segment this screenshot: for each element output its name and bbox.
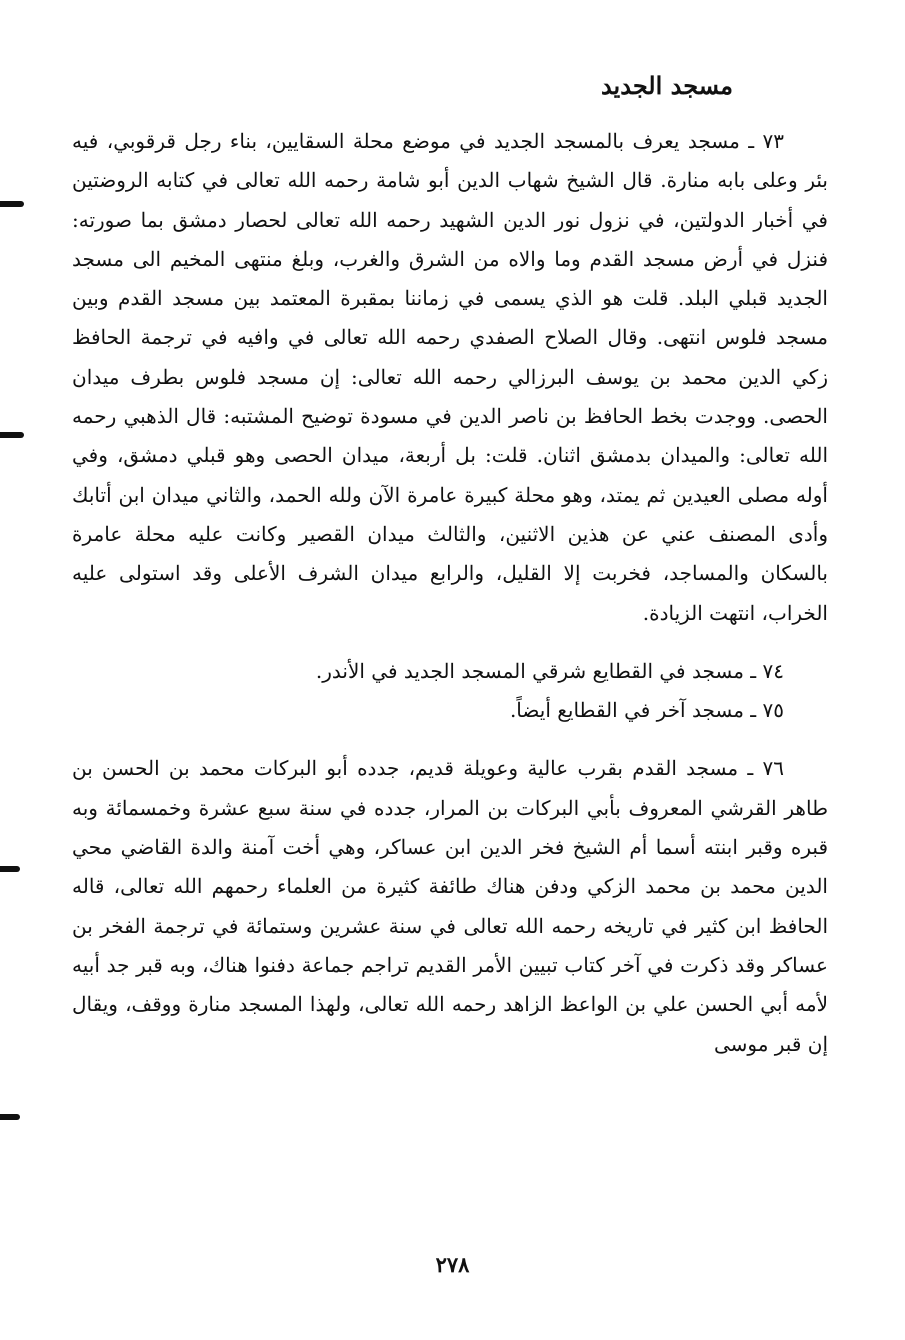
margin-mark: [0, 432, 24, 438]
margin-mark: [0, 866, 20, 872]
page-number: ٢٧٨: [435, 1252, 470, 1277]
paragraph-75: ٧٥ ـ مسجد آخر في القطايع أيضاً.: [509, 698, 784, 723]
paragraph-76: ٧٦ ـ مسجد القدم بقرب عالية وعويلة قديم، جدده أبو البركات محمد بن الحسن بن طاهر القرشي المعروف بأبي البركات بن المرار، جدده في سنة سبع عشرة وخمسمائة وبه قبره وقبر ابنته أسما أم الشيخ فخر الدين ابن عساكر، وهي أخت آمنة والدة القاضي محي الدين محمد بن محمد الزكي ودفن هناك طائفة كثيرة من العلماء رحمهم الله تعالى، قاله الحافظ ابن كثير في تاريخه رحمه الله تعالى في سنة عشرين وستمائة في ترجمة الفخر بن عساكر وقد ذكرت في آخر كتاب تبيين الأمر القديم تراجم جماعة دفنوا هناك، وبه قبر جد أبيه لأمه أبي الحسن علي بن الواعظ الزاهد رحمه الله تعالى، ولهذا المسجد منارة ووقف، ويقال إن قبر موسى: [72, 756, 829, 1056]
paragraph-spacer: [72, 730, 828, 749]
paragraph-74: ٧٤ ـ مسجد في القطايع شرقي المسجد الجديد في الأندر.: [315, 658, 784, 683]
margin-mark: [0, 201, 24, 207]
paragraph-73: ٧٣ ـ مسجد يعرف بالمسجد الجديد في موضع محلة السقايين، بناء رجل قرقوبي، فيه بئر وعلى بابه منارة. قال الشيخ شهاب الدين أبو شامة رحمه الله تعالى في كتابه الروضتين في أخبار الدولتين، في نزول نور الدين الشهيد رحمه الله تعالى لحصار دمشق بما صورته: فنزل في أرض مسجد القدم وما والاه من الشرق والغرب، وبلغ منتهى المخيم الى مسجد الجديد قبلي البلد. قلت هو الذي يسمى في زماننا بمقبرة المعتمد بين مسجد القدم وبين مسجد فلوس انتهى. وقال الصلاح الصفدي رحمه الله تعالى في وافيه في ترجمة الحافظ زكي الدين محمد بن يوسف البرزالي رحمه الله تعالى: إن مسجد فلوس بطرف ميدان الحصى. ووجدت بخط الحافظ بن ناصر الدين في مسودة توضيح المشتبه: قال الذهبي رحمه الله تعالى: والميدان بدمشق اثنان. قلت: بل أربعة، ميدان الحصى وهو قبلي دمشق، وفي أوله مصلى العيدين ثم يمتد، وهو محلة كبيرة عامرة الآن ولله الحمد، والثاني ميدان ابن أتابك وأدى المصنف عني عن هذين الاثنين، والثالث ميدان القصير وكانت عليه محلة عامرة بالسكان والمساجد، فخربت إلا القليل، والرابع ميدان الشرف الأعلى وقد استولى عليه الخراب، انتهت الزيادة.: [72, 129, 829, 625]
paragraph-spacer: [72, 633, 828, 652]
body-text: [72, 122, 828, 1064]
running-title: مسجد الجديد: [600, 71, 733, 100]
margin-mark: [0, 1114, 20, 1120]
